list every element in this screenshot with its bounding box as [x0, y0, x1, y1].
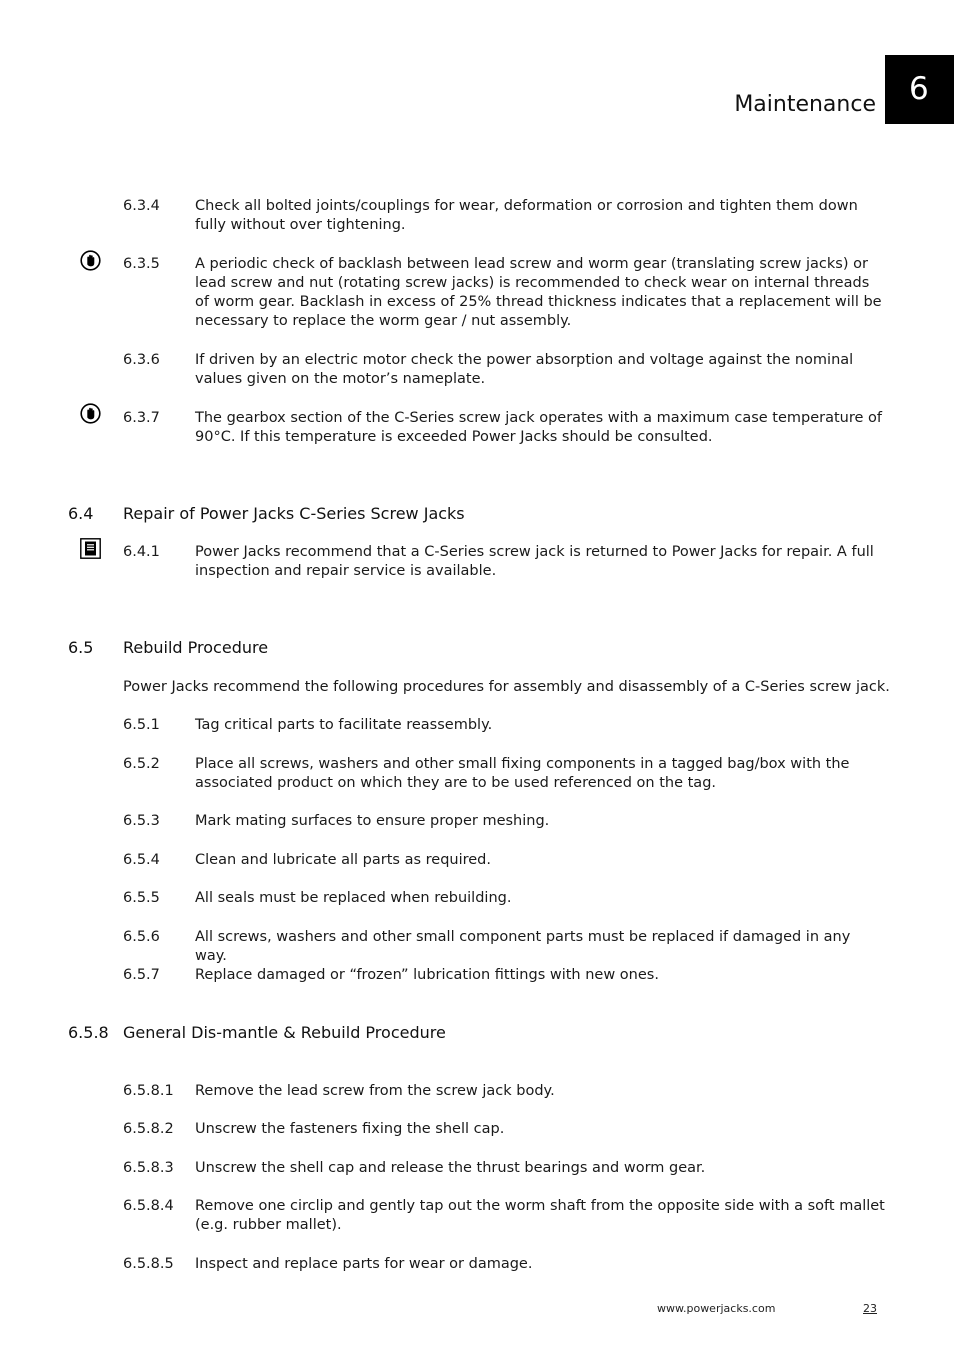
item-number: 6.5.4	[123, 852, 160, 868]
item-text: Replace damaged or “frozen” lubrication fittings with new ones.	[195, 967, 659, 983]
item-text: Power Jacks recommend that a C-Series screw jack is returned to Power Jacks for repair. A full inspection and repair service is available.	[195, 544, 874, 579]
item-text: Check all bolted joints/couplings for wear, deformation or corrosion and tighten them down fully without over tightening.	[195, 198, 858, 233]
item-number: 6.5.8.1	[123, 1083, 174, 1099]
item-text: Inspect and replace parts for wear or damage.	[195, 1256, 533, 1272]
item-text: Tag critical parts to facilitate reassembly.	[195, 717, 493, 733]
item-number: 6.5.7	[123, 967, 160, 983]
item-number: 6.3.7	[123, 410, 160, 426]
item-number: 6.5.1	[123, 717, 160, 733]
item-number: 6.5.8.4	[123, 1198, 174, 1214]
item-number: 6.4.1	[123, 544, 160, 560]
item-text: All screws, washers and other small component parts must be replaced if damaged in any way.	[195, 929, 851, 964]
section-number: 6.5	[68, 638, 94, 657]
item-text: The gearbox section of the C-Series screw jack operates with a maximum case temperature of 90°C. If this temperature is exceeded Power Jacks should be consulted.	[195, 410, 883, 445]
footer-website-link[interactable]: www.powerjacks.com	[657, 1302, 776, 1315]
item-number: 6.5.3	[123, 813, 160, 829]
item-number: 6.3.5	[123, 256, 160, 272]
item-text: All seals must be replaced when rebuilding.	[195, 890, 512, 906]
item-text: A periodic check of backlash between lead screw and worm gear (translating screw jacks) or lead screw and nut (rotating screw jacks) is recommended to check wear on internal threads of worm gear. Backlash in excess of 25% thread thickness indicates that a replacement will be necessary to replace the worm gear / nut assembly.	[195, 256, 882, 329]
page-number: 23	[863, 1302, 877, 1315]
item-number: 6.3.6	[123, 352, 160, 368]
item-text: Clean and lubricate all parts as required.	[195, 852, 491, 868]
section-heading: Rebuild Procedure	[123, 638, 269, 657]
item-number: 6.5.8.5	[123, 1256, 174, 1272]
section-number: 6.4	[68, 504, 94, 523]
item-number: 6.5.8.2	[123, 1121, 174, 1137]
item-number: 6.3.4	[123, 198, 160, 214]
section-heading: General Dis-mantle & Rebuild Procedure	[123, 1023, 446, 1042]
item-number: 6.5.2	[123, 756, 160, 772]
document-icon	[80, 538, 101, 559]
item-number: 6.5.8.3	[123, 1160, 174, 1176]
page-header-title: Maintenance	[734, 92, 876, 117]
item-text: Mark mating surfaces to ensure proper meshing.	[195, 813, 550, 829]
section-intro: Power Jacks recommend the following procedures for assembly and disassembly of a C-Series screw jack.	[123, 679, 890, 695]
item-text: Remove the lead screw from the screw jack body.	[195, 1083, 555, 1099]
item-number: 6.5.6	[123, 929, 160, 945]
hand-stop-icon	[80, 250, 101, 271]
section-heading: Repair of Power Jacks C-Series Screw Jacks	[123, 504, 465, 523]
item-text: Unscrew the shell cap and release the thrust bearings and worm gear.	[195, 1160, 706, 1176]
item-text: If driven by an electric motor check the power absorption and voltage against the nominal values given on the motor’s nameplate.	[195, 352, 854, 387]
item-number: 6.5.5	[123, 890, 160, 906]
item-text: Remove one circlip and gently tap out the worm shaft from the opposite side with a soft mallet (e.g. rubber mallet).	[195, 1198, 885, 1233]
chapter-tab: 6	[885, 55, 954, 124]
section-number: 6.5.8	[68, 1023, 109, 1042]
item-text: Place all screws, washers and other small fixing components in a tagged bag/box with the associated product on which they are to be used referenced on the tag.	[195, 756, 850, 791]
hand-stop-icon	[80, 403, 101, 424]
item-text: Unscrew the fasteners fixing the shell cap.	[195, 1121, 505, 1137]
